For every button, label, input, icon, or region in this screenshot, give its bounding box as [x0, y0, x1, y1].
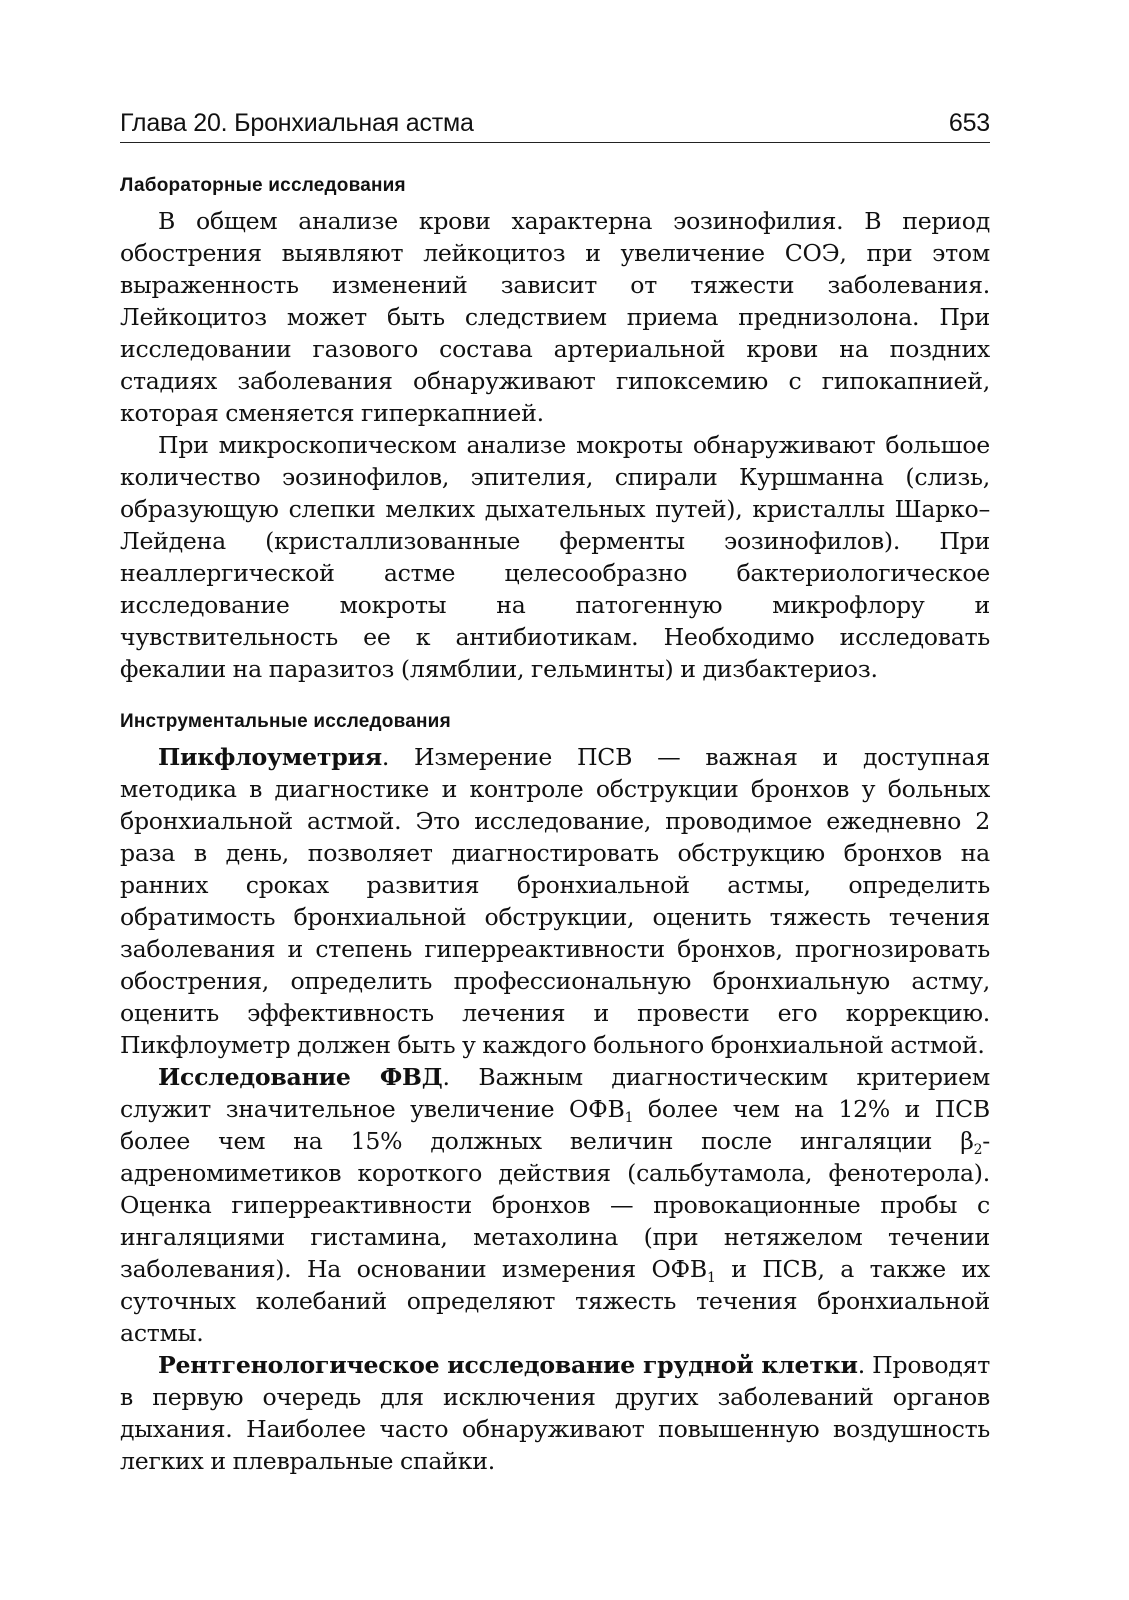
running-header	[120, 108, 990, 143]
xray-text: . Проводят в первую очередь для исключения других заболеваний органов дыхания. Наиболее часто обнаруживают повышенную воздушность легких и плевральные спайки.	[120, 1351, 990, 1475]
peakflow-paragraph	[120, 741, 990, 1061]
fvd-term: Исследование ФВД	[158, 1063, 443, 1091]
lab-paragraph-sputum: При микроскопическом анализе мокроты обнаруживают большое количество эозинофилов, эпителия, спирали Куршманна (слизь, образующую слепки мелких дыхательных путей), кристаллы Шарко–Лейдена (кристаллизованные ферменты эозинофилов). При неаллергической астме целесообразно бактериологическое исследование мокроты на патогенную микрофлору и чувствительность ее к антибиотикам. Необходимо исследовать фекалии на паразитоз (лямблии, гельминты) и дизбактериоз.	[120, 431, 990, 683]
page-number: 653	[948, 109, 990, 137]
fvd-text-4: и ПСВ, а также их суточных колебаний определяют тяжесть течения бронхиальной астмы.	[120, 1255, 990, 1347]
xray-paragraph	[120, 1349, 990, 1477]
instr-section-heading: Инструментальные исследования	[120, 711, 451, 732]
fvd-subscript-2: 2	[973, 1142, 983, 1158]
book-page	[120, 108, 990, 1477]
lab-section-heading: Лабораторные исследования	[120, 175, 406, 196]
xray-term: Рентгенологическое исследование грудной клетки	[158, 1351, 858, 1379]
fvd-text-2: более чем на 12% и ПСВ более чем на 15% должных величин после ингаляции β	[120, 1095, 990, 1155]
fvd-subscript-1: 1	[624, 1110, 634, 1126]
fvd-paragraph	[120, 1061, 990, 1349]
fvd-text-1: . Важным диагностическим критерием служит значительное увеличение ОФВ	[120, 1063, 990, 1123]
fvd-text-3: -адреномиметиков короткого действия (сальбутамола, фенотерола). Оценка гиперреактивности бронхов — провокационные пробы с ингаляциями гистамина, метахолина (при нетяжелом течении заболевания). На основании измерения ОФВ	[120, 1127, 990, 1283]
peakflow-term: Пикфлоуметрия	[158, 743, 382, 771]
chapter-title: Глава 20. Бронхиальная астма	[120, 109, 474, 137]
peakflow-text: . Измерение ПСВ — важная и доступная методика в диагностике и контроле обструкции бронхов у больных бронхиальной астмой. Это исследование, проводимое ежедневно 2 раза в день, позволяет диагностировать обструкцию бронхов на ранних сроках развития бронхиальной астмы, определить обратимость бронхиальной обструкции, оценить тяжесть течения заболевания и степень гиперреактивности бронхов, прогнозировать обострения, определить профессиональную бронхиальную астму, оценить эффективность лечения и провести его коррекцию. Пикфлоуметр должен быть у каждого больного бронхиальной астмой.	[120, 743, 990, 1059]
lab-paragraph-blood: В общем анализе крови характерна эозинофилия. В период обострения выявляют лейкоцитоз и увеличение СОЭ, при этом выраженность изменений зависит от тяжести заболевания. Лейкоцитоз может быть следствием приема преднизолона. При исследовании газового состава артериальной крови на поздних стадиях заболевания обнаруживают гипоксемию с гипокапнией, которая сменяется гиперкапнией.	[120, 207, 990, 427]
fvd-subscript-3: 1	[706, 1270, 716, 1286]
